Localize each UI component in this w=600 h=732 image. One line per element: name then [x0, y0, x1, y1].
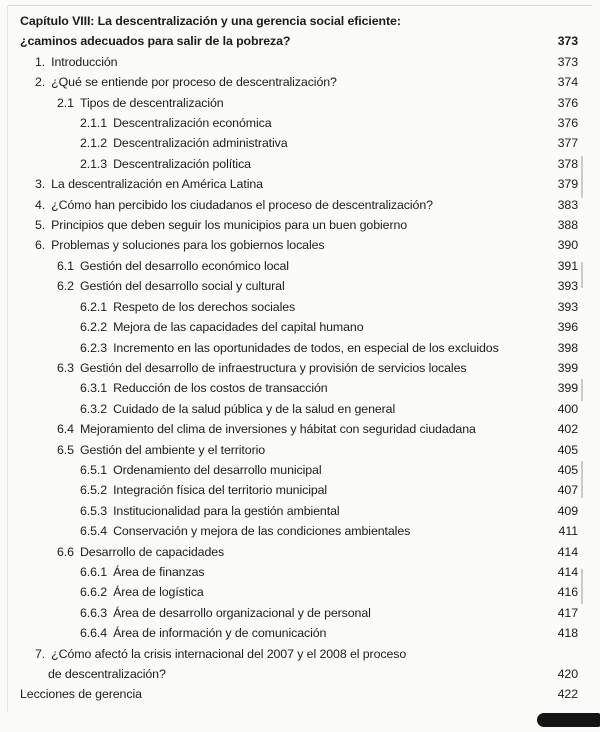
scan-artifact-blob [537, 713, 600, 727]
toc-entry-text: Institucionalidad para la gestión ambiental [113, 503, 340, 518]
toc-entry-label [80, 623, 550, 643]
toc-entry-page-number: 388 [557, 218, 578, 233]
toc-entry-text: Respeto de los derechos sociales [113, 299, 296, 314]
toc-entry-list [20, 52, 578, 705]
toc-entry [20, 358, 578, 378]
toc-entry-label [80, 582, 550, 602]
toc-entry-label [80, 378, 550, 398]
toc-entry-page-number: 407 [557, 483, 578, 498]
toc-entry [20, 419, 578, 439]
toc-entry-label [80, 603, 550, 623]
toc-entry [20, 174, 578, 194]
toc-entry [20, 562, 578, 582]
toc-entry-page-number: 411 [558, 524, 578, 539]
toc-entry-text: Gestión del ambiente y el territorio [79, 442, 266, 457]
toc-entry-page-number: 376 [557, 116, 578, 131]
toc-entry-label [80, 154, 550, 174]
toc-entry-number: 6. [35, 238, 46, 253]
toc-entry-number: 6.6.1 [80, 564, 108, 579]
toc-entry-page-number: 391 [557, 258, 578, 273]
toc-entry-page-number: 420 [557, 667, 578, 681]
toc-entry-text: Desarrollo de capacidades [79, 544, 225, 559]
toc-entry-page-number: 377 [557, 136, 578, 151]
toc-entry [20, 684, 578, 704]
toc-entry-label [80, 460, 550, 480]
toc-entry-page-number: 416 [557, 585, 578, 600]
toc-entry-page-number: 418 [557, 626, 578, 641]
toc-entry-page-number: 379 [557, 177, 578, 192]
toc-entry [20, 297, 578, 317]
toc-entry-number: 2.1.2 [80, 136, 108, 151]
toc-entry-text: Gestión del desarrollo social y cultural [79, 279, 285, 294]
toc-entry-number: 6.3.1 [80, 381, 108, 396]
toc-entry-page-number: 390 [557, 238, 578, 253]
toc-entry-page-number: 405 [557, 462, 578, 477]
toc-entry [20, 582, 578, 602]
toc-entry-number: 6.3 [57, 360, 74, 375]
toc-entry-page-number: 402 [557, 422, 578, 437]
chapter-title-text: Capítulo VIII: La descentralización y una gerencia social eficiente: [20, 14, 401, 28]
toc-entry-page-number: 393 [557, 279, 578, 294]
toc-entry-text: Área de logística [113, 585, 204, 600]
toc-entry-page-number: 409 [557, 503, 578, 518]
toc-entry-number: 6.5 [57, 442, 74, 457]
toc-entry-number: 6.6.2 [80, 585, 108, 600]
toc-entry-text: Descentralización económica [113, 116, 272, 131]
toc-entry-text: Gestión del desarrollo económico local [79, 258, 289, 273]
toc-entry-page-number: 383 [557, 197, 578, 212]
toc-entry [20, 154, 578, 174]
toc-entry [20, 664, 578, 684]
toc-entry [20, 399, 578, 419]
toc-entry-text: Mejora de las capacidades del capital humano [113, 320, 364, 335]
toc-entry-text: Conservación y mejora de las condiciones ambientales [113, 524, 411, 539]
toc-entry-number: 6.6.4 [80, 626, 108, 641]
toc-entry-label [57, 440, 550, 460]
toc-entry-page-number: 378 [557, 156, 578, 171]
chapter-title-line1 [20, 11, 578, 31]
toc-entry-page-number: 398 [557, 340, 578, 355]
toc-entry [20, 195, 578, 215]
toc-entry-text: Gestión del desarrollo de infraestructura y provisión de servicios locales [79, 360, 467, 375]
toc-entry-label [80, 480, 550, 500]
toc-entry-number: 2.1 [57, 95, 74, 110]
toc-entry-number: 6.6.3 [80, 605, 108, 620]
toc-entry-label [35, 235, 550, 255]
toc-entry-label [80, 338, 550, 358]
toc-entry-label [57, 419, 550, 439]
toc-entry-page-number: 374 [557, 75, 578, 90]
toc-entry-text: Descentralización administrativa [113, 136, 288, 151]
toc-entry [20, 256, 578, 276]
toc-entry [20, 378, 578, 398]
toc-entry-page-number: 393 [557, 299, 578, 314]
toc-entry-number: 6.1 [57, 258, 74, 273]
toc-entry [20, 542, 578, 562]
toc-entry-page-number: 400 [557, 401, 578, 416]
toc-entry-label [35, 72, 550, 92]
toc-entry-number: 6.5.2 [80, 483, 108, 498]
toc-entry-page-number: 414 [557, 544, 578, 559]
toc-entry-page-number: 373 [557, 54, 578, 69]
toc-entry-text: ¿Cómo afectó la crisis internacional del 2007 y el 2008 el proceso [51, 646, 407, 661]
toc-entry [20, 133, 578, 153]
toc-entry-number: 6.5.4 [80, 524, 108, 539]
toc-entry-number: 6.2.3 [80, 340, 108, 355]
toc-entry-label [35, 195, 550, 215]
toc-entry-number: 6.4 [57, 422, 74, 437]
toc-entry-label [57, 542, 550, 562]
toc-entry-page-number: 376 [557, 95, 578, 110]
toc-entry-label [80, 399, 550, 419]
toc-entry-text: Problemas y soluciones para los gobiernos locales [51, 238, 325, 253]
toc-entry-number: 6.5.3 [80, 503, 108, 518]
toc-entry [20, 338, 578, 358]
toc-entry [20, 501, 578, 521]
toc-entry-number: 4. [35, 197, 46, 212]
toc-entry-number: 6.2.1 [80, 299, 108, 314]
toc-entry-label [80, 113, 550, 133]
toc-entry-label [80, 521, 551, 541]
toc-entry [20, 440, 578, 460]
toc-entry-number: 1. [35, 54, 46, 69]
toc-entry [20, 623, 578, 643]
toc-entry-page-number: 405 [557, 442, 578, 457]
chapter-title-line2 [20, 31, 578, 51]
toc-entry-text: Introducción [51, 54, 118, 69]
toc-entry-label [57, 256, 550, 276]
toc-entry-number: 3. [35, 177, 46, 192]
toc-entry [20, 276, 578, 296]
toc-entry [20, 480, 578, 500]
toc-entry-text: La descentralización en América Latina [51, 177, 263, 192]
toc-entry-text: Descentralización política [113, 156, 251, 171]
toc-entry-text: Integración física del territorio municipal [113, 483, 328, 498]
toc-entry-text: Ordenamiento del desarrollo municipal [113, 462, 322, 477]
toc-entry [20, 644, 578, 664]
toc-entry-text: Tipos de descentralización [79, 95, 224, 110]
toc-entry-label [80, 317, 550, 337]
toc-entry-text: Área de información y de comunicación [113, 626, 327, 641]
toc-entry-label [35, 174, 550, 194]
toc-entry-label [80, 562, 550, 582]
toc-entry [20, 72, 578, 92]
toc-entry-text: Incremento en las oportunidades de todos, en especial de los excluidos [113, 340, 499, 355]
toc-entry-text: ¿Qué se entiende por proceso de descentralización? [51, 75, 337, 90]
toc-entry-page-number: 396 [557, 320, 578, 335]
toc-entry-number: 6.3.2 [80, 401, 108, 416]
toc-entry-label [35, 52, 550, 72]
toc-entry [20, 521, 578, 541]
toc-entry [20, 215, 578, 235]
toc-entry-text: Cuidado de la salud pública y de la salud en general [113, 401, 396, 416]
toc-entry-label [35, 215, 550, 235]
toc-entry-label [57, 93, 550, 113]
toc-entry [20, 317, 578, 337]
toc-entry-label [35, 644, 570, 664]
toc-entry [20, 52, 578, 72]
toc-entry-number: 7. [35, 646, 46, 661]
toc-entry-number: 2.1.1 [80, 116, 108, 131]
toc-entry [20, 603, 578, 623]
toc-entry [20, 113, 578, 133]
toc-entry-page-number: 399 [557, 360, 578, 375]
toc-entry-text: Reducción de los costos de transacción [113, 381, 328, 396]
toc-entry-page-number: 417 [557, 605, 578, 620]
toc-entry-text: de descentralización? [48, 667, 166, 681]
toc-entry-number: 2.1.3 [80, 156, 108, 171]
toc-entry-text: Mejoramiento del clima de inversiones y hábitat con seguridad ciudadana [79, 422, 476, 437]
toc-entry-label [80, 501, 550, 521]
toc-entry-label [80, 297, 550, 317]
toc-entry-label [57, 358, 550, 378]
toc-entry-text: Principios que deben seguir los municipios para un buen gobierno [51, 218, 408, 233]
chapter-title-page-number: 373 [557, 34, 578, 49]
toc-entry-text: ¿Cómo han percibido los ciudadanos el proceso de descentralización? [51, 197, 433, 212]
toc-entry-label [48, 664, 550, 684]
toc-entry-number: 5. [35, 218, 46, 233]
toc-entry-label [20, 684, 550, 704]
chapter-subtitle-text: ¿caminos adecuados para salir de la pobreza? [20, 34, 291, 49]
toc-entry-number: 2. [35, 75, 46, 90]
toc-entry-text: Lecciones de gerencia [20, 687, 142, 702]
toc-entry [20, 93, 578, 113]
toc-entry-page-number: 422 [557, 687, 578, 702]
toc-entry-number: 6.5.1 [80, 462, 108, 477]
toc-entry-page-number: 414 [557, 564, 578, 579]
toc-entry-text: Área de desarrollo organizacional y de personal [113, 605, 371, 620]
toc-entry-label [80, 133, 550, 153]
toc-entry-page-number: 399 [557, 381, 578, 396]
toc-entry-number: 6.6 [57, 544, 74, 559]
toc-entry-text: Área de finanzas [113, 564, 205, 579]
toc-entry [20, 235, 578, 255]
toc-entry-label [57, 276, 550, 296]
toc-entry-number: 6.2 [57, 279, 74, 294]
toc-entry-number: 6.2.2 [80, 320, 108, 335]
toc-entry [20, 460, 578, 480]
